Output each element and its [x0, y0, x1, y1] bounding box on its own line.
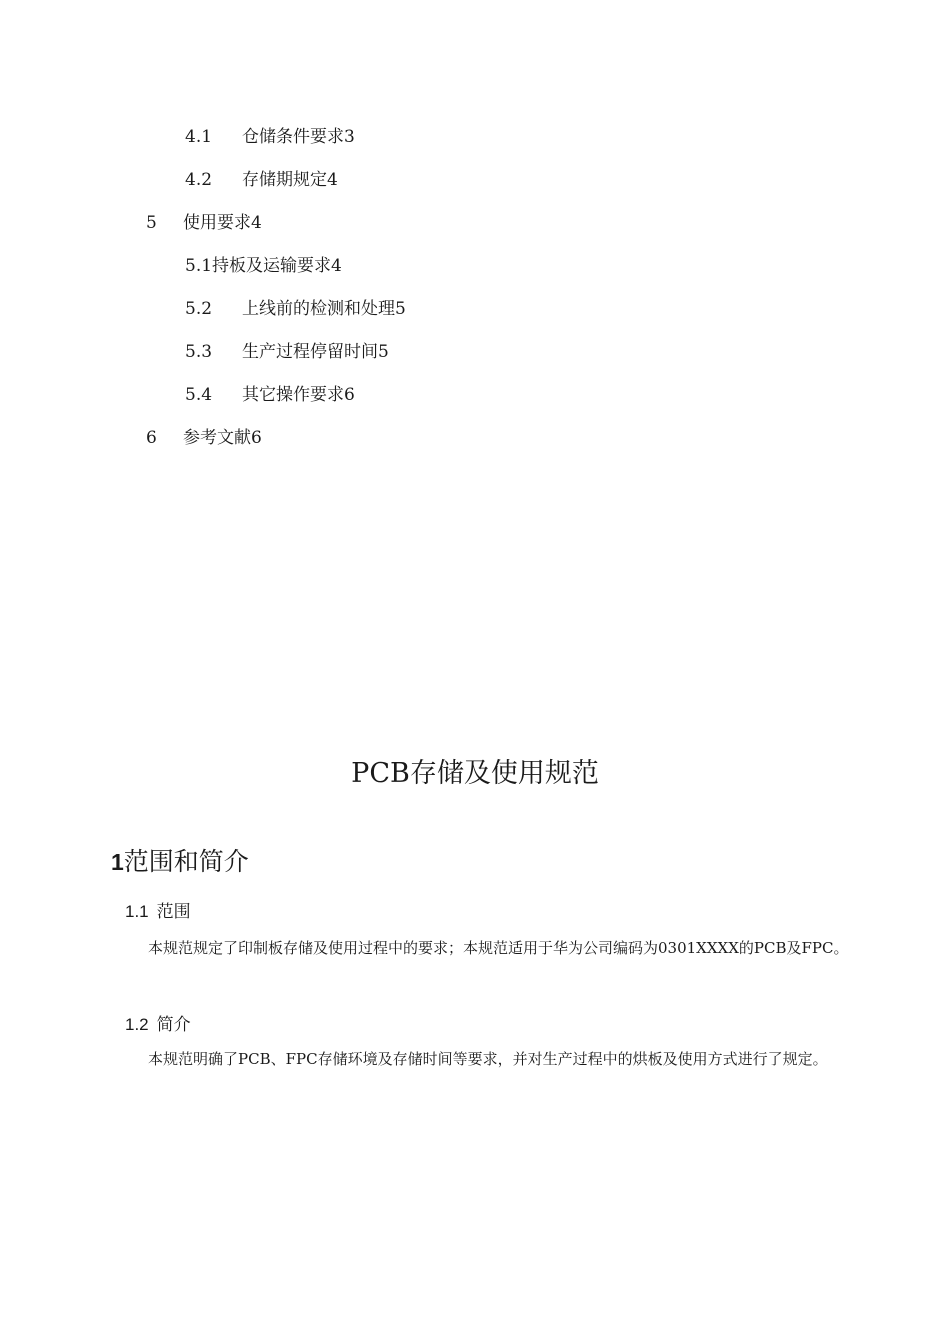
toc-entry[interactable] [185, 169, 338, 191]
toc-entry-number: 4.2 [185, 170, 213, 190]
toc-entry-label: 上线前的检测和处理5 [242, 299, 406, 319]
subsection-heading [125, 900, 191, 924]
section-number: 1 [111, 849, 124, 875]
document-title: PCB存储及使用规范 [351, 758, 599, 789]
toc-entry[interactable] [146, 427, 262, 449]
toc-entry[interactable] [185, 255, 342, 277]
paragraph: 本规范明确了PCB、FPC存储环境及存储时间等要求，并对生产过程中的烘板及使用方式进行了规定。 [148, 1050, 828, 1068]
toc-entry-label: 其它操作要求6 [242, 385, 355, 405]
toc-entry-number: 4.1 [185, 127, 213, 147]
toc-entry-label: 参考文献6 [183, 428, 262, 448]
subsection-title: 范围 [156, 902, 191, 922]
toc-entry-number: 5.4 [185, 385, 213, 405]
toc-entry-label: 使用要求4 [183, 213, 262, 233]
toc-entry[interactable] [185, 298, 406, 320]
toc-entry-number: 6 [146, 428, 157, 448]
section-heading [111, 845, 249, 879]
toc-entry-label: 仓储条件要求3 [242, 127, 355, 147]
toc-entry[interactable] [185, 341, 389, 363]
toc-entry-label: 生产过程停留时间5 [242, 342, 389, 362]
toc-entry-label: 存储期规定4 [242, 170, 338, 190]
toc-entry-number: 5.3 [185, 342, 213, 362]
subsection-number: 1.1 [125, 902, 149, 921]
subsection-heading [125, 1013, 191, 1037]
toc-entry-number: 5.2 [185, 299, 213, 319]
toc-entry[interactable] [185, 126, 355, 148]
subsection-number: 1.2 [125, 1015, 149, 1034]
toc-entry-number: 5 [146, 213, 157, 233]
subsection-title: 简介 [156, 1015, 191, 1035]
toc-entry-label: 持板及运输要求4 [212, 256, 342, 276]
toc-entry-number: 5.1 [185, 256, 213, 276]
toc-entry[interactable] [146, 212, 262, 234]
section-title: 范围和简介 [123, 847, 249, 876]
paragraph: 本规范规定了印制板存储及使用过程中的要求；本规范适用于华为公司编码为0301XXXX的PCB及FPC。 [148, 939, 849, 957]
toc-entry[interactable] [185, 384, 355, 406]
